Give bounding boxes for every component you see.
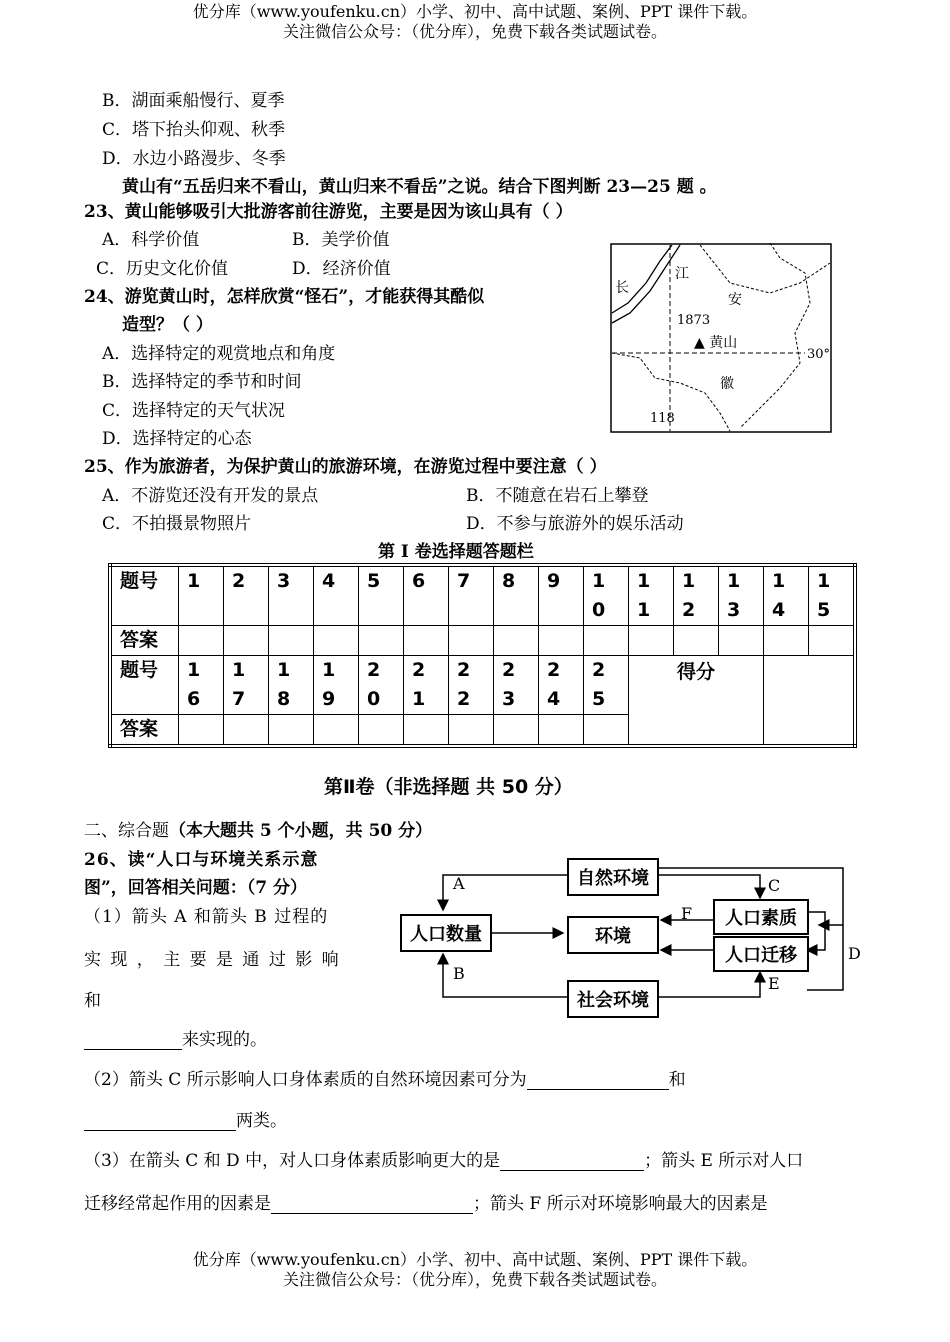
site-header-line2: 关注微信公众号：（优分库），免费下载各类试题试卷。 [282, 22, 667, 41]
arrow-label-a: A [453, 874, 465, 893]
answer-cell[interactable] [764, 626, 809, 656]
box-population-migration: 人口迁移 [713, 936, 809, 972]
site-footer-line2: 关注微信公众号：（优分库），免费下载各类试题试卷。 [282, 1270, 667, 1289]
arrow-label-f: F [681, 904, 693, 923]
map-label-an: 安 [728, 292, 742, 308]
answer-cell[interactable] [809, 626, 856, 656]
answer-blank[interactable] [84, 1031, 182, 1050]
q-number-10: 1 0 [584, 565, 629, 626]
q-number-21: 2 1 [404, 656, 449, 715]
q-number-7: 7 [449, 565, 494, 626]
map-label-hui: 徽 [720, 376, 734, 392]
q24-option-a: A．选择特定的观赏地点和角度 [102, 344, 336, 364]
q24-stem-line1: 24、游览黄山时，怎样欣赏“怪石”，才能获得其酷似 [84, 287, 485, 307]
q-number-23: 2 3 [494, 656, 539, 715]
q23-option-d: D．经济价值 [292, 259, 391, 279]
q25-option-b: B．不随意在岩石上攀登 [466, 486, 649, 506]
answer-cell[interactable] [224, 626, 269, 656]
q26-part2-line1: （2）箭头 C 所示影响人口身体素质的自然环境因素可分为 和 [84, 1070, 686, 1090]
box-population-size: 人口数量 [400, 914, 492, 952]
answer-cell[interactable] [494, 626, 539, 656]
answer-blank[interactable] [527, 1071, 669, 1090]
row-label-answers: 答案 [110, 626, 179, 656]
q-number-5: 5 [359, 565, 404, 626]
map-elevation: 1873 [677, 313, 711, 328]
q-number-20: 2 0 [359, 656, 404, 715]
answer-cell[interactable] [494, 715, 539, 747]
q-number-18: 1 8 [269, 656, 314, 715]
map-peak-huangshan: ▲ 黄山 [694, 335, 738, 351]
answer-cell[interactable] [539, 626, 584, 656]
answer-cell[interactable] [179, 715, 224, 747]
q-number-19: 1 9 [314, 656, 359, 715]
site-header-line1: 优分库（www.youfenku.cn）小学、初中、高中试题、案例、PPT 课件下载。 [192, 2, 758, 21]
box-natural-environment: 自然环境 [567, 858, 659, 896]
row-label-answers-2: 答案 [110, 715, 179, 747]
q22-option-c: C．塔下抬头仰观、秋季 [102, 120, 286, 140]
answer-cell[interactable] [539, 715, 584, 747]
q-number-3: 3 [269, 565, 314, 626]
q26-stem-line2: 图”，回答相关问题：（7 分） [84, 878, 308, 898]
answer-cell[interactable] [404, 715, 449, 747]
section-heading-bold: （本大题共 5 个小题，共 50 分） [169, 821, 433, 841]
answer-table [108, 563, 857, 748]
arrow-label-d: D [848, 944, 861, 963]
q22-option-b: B．湖面乘船慢行、夏季 [102, 91, 285, 111]
answer-cell[interactable] [179, 626, 224, 656]
q26-stem-line1: 26、读“人口与环境关系示意 [84, 850, 319, 870]
map-label-chang: 长 [615, 280, 629, 296]
answer-cell[interactable] [224, 715, 269, 747]
box-environment: 环境 [567, 916, 659, 954]
answer-table-title: 第 I 卷选择题答题栏 [378, 542, 534, 562]
arrow-label-e: E [768, 974, 780, 993]
site-footer-line1: 优分库（www.youfenku.cn）小学、初中、高中试题、案例、PPT 课件下载。 [192, 1250, 758, 1269]
population-environment-diagram [395, 850, 865, 1030]
q-number-6: 6 [404, 565, 449, 626]
q-number-11: 1 1 [629, 565, 674, 626]
answer-blank[interactable] [84, 1112, 236, 1131]
q26-part3-line1: （3）在箭头 C 和 D 中，对人口身体素质影响更大的是 ；箭头 E 所示对人口 [84, 1151, 804, 1171]
q26-part1-line2: 实 现 ， 主 要 是 通 过 影 响 [84, 950, 341, 970]
q24-option-c: C．选择特定的天气状况 [102, 401, 286, 421]
q23-option-b: B．美学价值 [292, 230, 390, 250]
answer-cell[interactable] [404, 626, 449, 656]
q-number-17: 1 7 [224, 656, 269, 715]
answer-cell[interactable] [674, 626, 719, 656]
q24-option-d: D．选择特定的心态 [102, 429, 252, 449]
answer-cell[interactable] [584, 626, 629, 656]
answer-cell[interactable] [314, 715, 359, 747]
huangshan-map [610, 243, 832, 433]
q-number-16: 1 6 [179, 656, 224, 715]
q26-part3-line2: 迁移经常起作用的因素是 ；箭头 F 所示对环境影响最大的因素是 [84, 1194, 768, 1214]
map-latitude: 30° [807, 347, 831, 362]
row-label-questions: 题号 [110, 565, 179, 626]
answer-cell[interactable] [359, 715, 404, 747]
q22-option-d: D．水边小路漫步、冬季 [102, 149, 286, 169]
arrow-label-c: C [768, 876, 781, 895]
section-heading-plain: 二、综合题 [84, 821, 169, 841]
q23-option-c: C．历史文化价值 [96, 259, 229, 279]
q26-part1-line4: 来实现的。 [84, 1025, 267, 1050]
q-number-9: 9 [539, 565, 584, 626]
answer-cell[interactable] [584, 715, 629, 747]
q-number-12: 1 2 [674, 565, 719, 626]
part2-title: 第Ⅱ卷（非选择题 共 50 分） [324, 776, 573, 798]
q24-option-b: B．选择特定的季节和时间 [102, 372, 302, 392]
answer-cell[interactable] [629, 626, 674, 656]
answer-blank[interactable] [271, 1195, 473, 1214]
q25-option-c: C．不拍摄景物照片 [102, 514, 252, 534]
answer-cell[interactable] [449, 626, 494, 656]
q23-stem: 23、黄山能够吸引大批游客前往游览，主要是因为该山具有（ ） [84, 202, 573, 222]
q25-option-a: A．不游览还没有开发的景点 [102, 486, 319, 506]
q-number-2: 2 [224, 565, 269, 626]
q-number-25: 2 5 [584, 656, 629, 715]
q-number-8: 8 [494, 565, 539, 626]
answer-blank[interactable] [500, 1152, 644, 1171]
q-number-22: 2 2 [449, 656, 494, 715]
score-label: 得分 [629, 656, 764, 747]
section-heading [84, 816, 432, 841]
q26-part2-line2: 两类。 [84, 1106, 287, 1131]
answer-cell[interactable] [314, 626, 359, 656]
answer-cell[interactable] [449, 715, 494, 747]
intro-text: 黄山有“五岳归来不看山，黄山归来不看岳”之说。结合下图判断 23—25 题 。 [122, 177, 717, 197]
answer-cell[interactable] [359, 626, 404, 656]
box-social-environment: 社会环境 [567, 980, 659, 1018]
answer-cell[interactable] [719, 626, 764, 656]
q-number-15: 1 5 [809, 565, 856, 626]
map-label-jiang: 江 [675, 266, 689, 282]
q24-stem-line2: 造型？（ ） [122, 315, 213, 335]
q-number-4: 4 [314, 565, 359, 626]
q-number-24: 2 4 [539, 656, 584, 715]
q26-part1-line1: （1）箭头 A 和箭头 B 过程的 [84, 907, 329, 927]
q23-option-a: A．科学价值 [102, 230, 200, 250]
row-label-questions-2: 题号 [110, 656, 179, 715]
map-longitude: 118 [650, 411, 675, 426]
q25-stem: 25、作为旅游者，为保护黄山的旅游环境，在游览过程中要注意（ ） [84, 457, 607, 477]
answer-cell[interactable] [269, 715, 314, 747]
q25-option-d: D．不参与旅游外的娱乐活动 [466, 514, 684, 534]
q-number-14: 1 4 [764, 565, 809, 626]
q26-part1-line3: 和 [84, 991, 101, 1011]
box-population-quality: 人口素质 [713, 899, 809, 935]
arrow-label-b: B [453, 964, 465, 983]
score-cell[interactable] [764, 656, 856, 747]
answer-cell[interactable] [269, 626, 314, 656]
q-number-13: 1 3 [719, 565, 764, 626]
q-number-1: 1 [179, 565, 224, 626]
